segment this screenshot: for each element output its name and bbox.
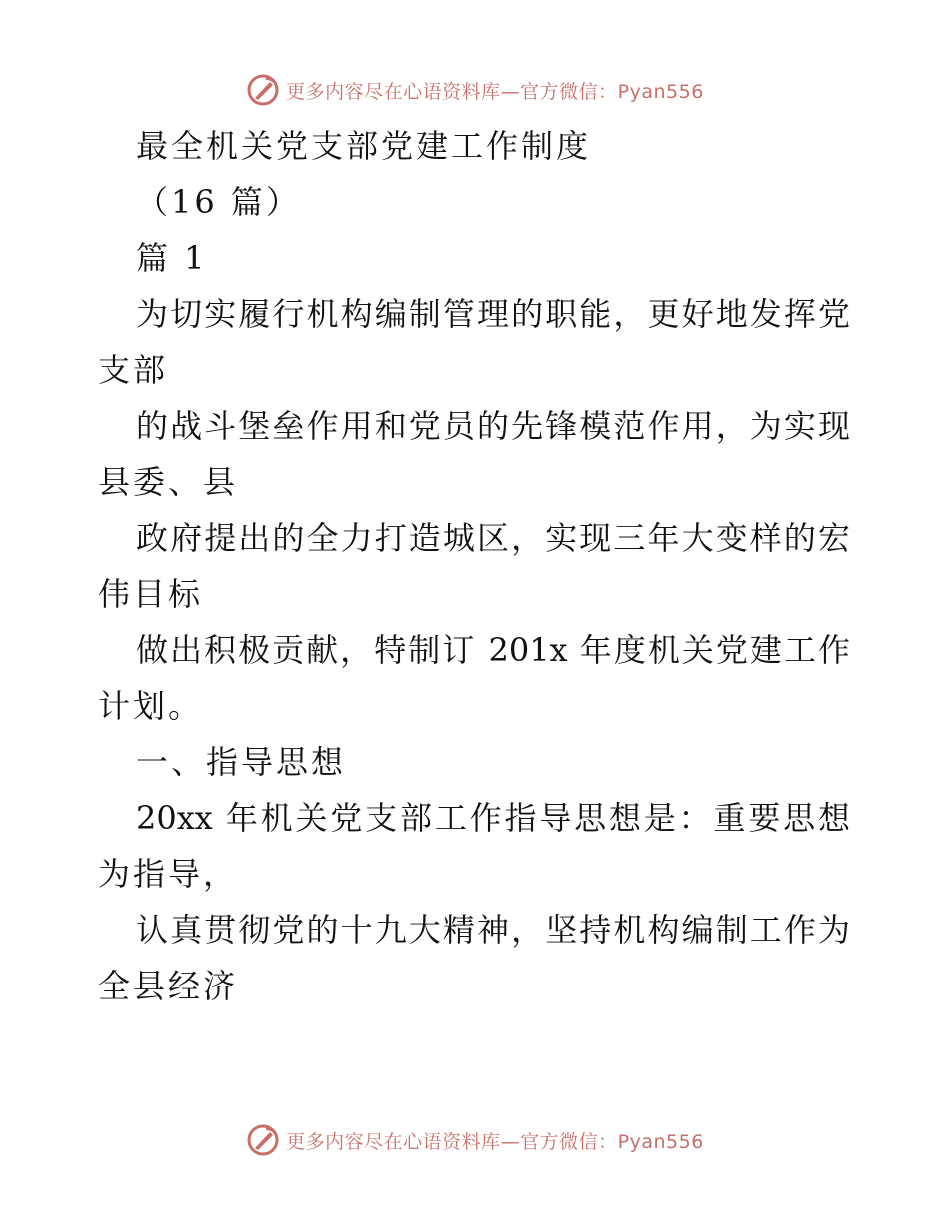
document-title: 最全机关党支部党建工作制度 (136, 127, 592, 165)
text-line: 全县经济 (98, 967, 239, 1005)
document-subtitle: （16 篇） (136, 183, 301, 221)
text-line: 支部 (98, 351, 169, 389)
text-line: 为指导， (98, 855, 239, 893)
footer-banner (0, 1120, 950, 1160)
text-line: 计划。 (98, 687, 204, 725)
text-line: 县委、县 (98, 463, 239, 501)
banner-text: 更多内容尽在心语资料库—官方微信：Pyan556 (286, 80, 704, 103)
section-heading: 篇 1 (136, 239, 208, 277)
text-line: 的战斗堡垒作用和党员的先锋模范作用，为实现 (136, 407, 850, 445)
text-line: 为切实履行机构编制管理的职能，更好地发挥党 (136, 295, 850, 333)
text-line: 伟目标 (98, 575, 204, 613)
banner-text: 更多内容尽在心语资料库—官方微信：Pyan556 (286, 1130, 704, 1153)
quill-circle-icon (246, 1123, 280, 1157)
text-line: 一、指导思想 (136, 743, 347, 781)
text-line: 做出积极贡献，特制订 201x 年度机关党建工作 (136, 631, 850, 669)
text-line: 政府提出的全力打造城区，实现三年大变样的宏 (136, 519, 850, 557)
paragraph (0, 286, 950, 1014)
document-body (0, 118, 950, 1014)
quill-circle-icon (246, 73, 280, 107)
header-banner (0, 70, 950, 110)
text-line: 认真贯彻党的十九大精神，坚持机构编制工作为 (136, 911, 850, 949)
text-line: 20xx 年机关党支部工作指导思想是：重要思想 (136, 799, 850, 837)
